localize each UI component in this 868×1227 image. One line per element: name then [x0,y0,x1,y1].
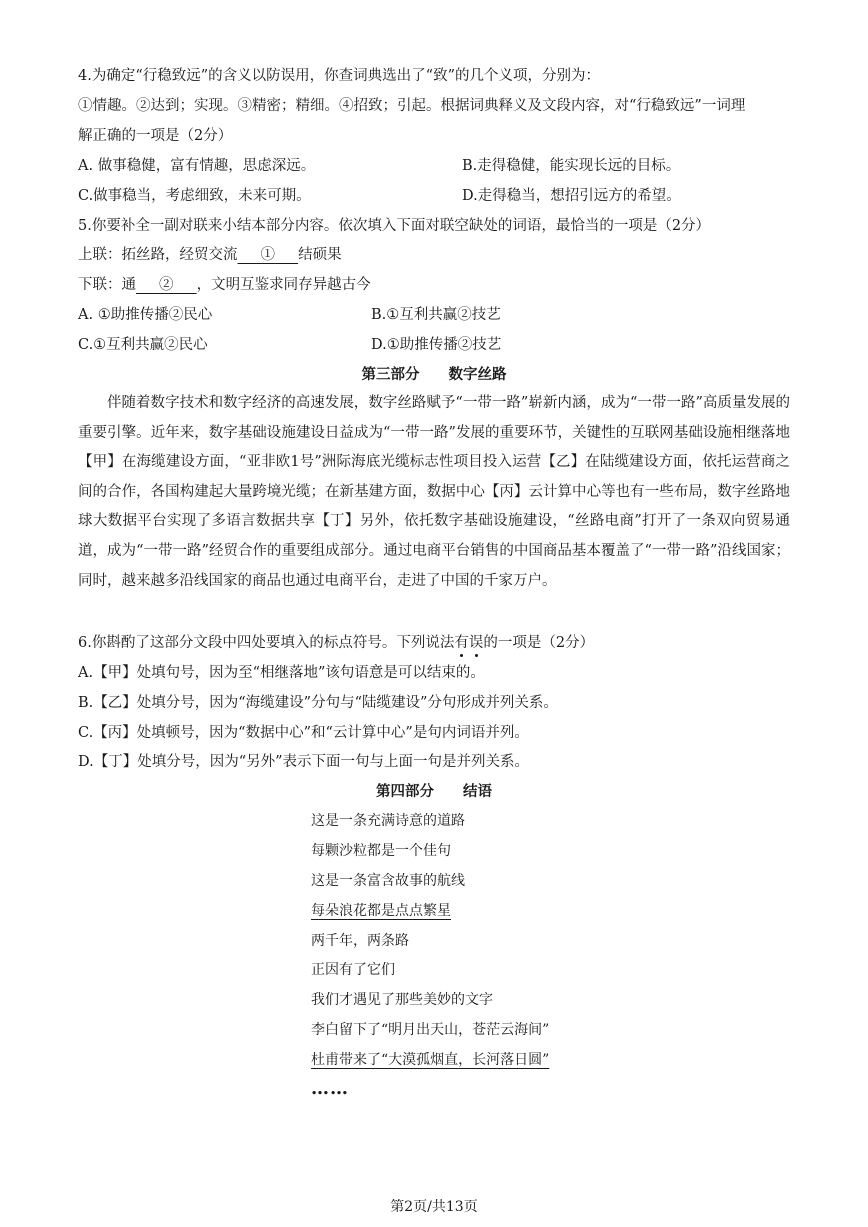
lower-couplet-prefix: 下联：通 [78,277,136,293]
q6-option-d: D.【丁】处填分号，因为“另外”表示下面一句与上面一句是并列关系。 [78,754,530,770]
emphasis-dot [460,654,463,657]
q5-option-c: C.①互利共赢②民心 [78,337,208,353]
upper-blank-mark: ① [260,247,276,263]
q5-option-b: B.①互利共赢②技艺 [371,307,501,323]
q4-options-row1 [78,156,681,176]
q5-lower-couplet [78,275,371,295]
lower-couplet-suffix: ，文明互鉴求同存异越古今 [196,277,371,293]
q5-options-row1 [78,305,501,325]
lower-blank-mark: ② [159,277,174,293]
q4-stem: 4.为确定“行稳致远”的含义以防误用，你查词典选出了“致”的几个义项，分别为： [78,68,600,84]
page-number: 第2页/共13页 [390,1199,478,1215]
poem-line: 这是一条充满诗意的道路 [311,813,465,829]
q6-stem-after: 的一项是（2分） [483,635,595,651]
q4-option-b: B.走得稳健，能实现长远的目标。 [462,158,681,174]
q5-option-d: D.①助推传播②技艺 [371,337,502,353]
poem-line: 李白留下了“明月出天山，苍茫云海间” [311,1022,550,1038]
q6-option-c: C.【丙】处填顿号，因为“数据中心”和“云计算中心”是句内词语并列。 [78,725,529,741]
poem-line: 每颗沙粒都是一个佳句 [311,843,451,859]
poem-line: 正因有了它们 [311,962,395,978]
q6-option-b: B.【乙】处填分号，因为“海缆建设”分句与“陆缆建设”分句形成并列关系。 [78,695,558,711]
part4-title: 第四部分 结语 [376,783,492,800]
q6-option-a: A.【甲】处填句号，因为至“相继落地”该句语意是可以结束的。 [78,665,485,681]
q6-stem [78,633,594,653]
q4-options-row2 [78,186,681,206]
q6-stem-emphasis [454,635,483,651]
q5-upper-couplet [78,245,342,265]
upper-couplet-suffix: 结硕果 [298,247,342,263]
q4-option-a: A. 做事稳健，富有情趣，思虑深远。 [78,158,316,174]
q5-option-a: A. ①助推传播②民心 [78,307,213,323]
q4-senses: ①情趣。②达到；实现。③精密；精细。④招致；引起。根据词典释义及文段内容，对“行稳致远”一词理 [78,98,746,114]
poem-line: 两千年，两条路 [311,933,409,949]
q6-stem-before: 6.你斟酌了这部分文段中四处要填入的标点符号。下列说法 [78,635,455,651]
poem-line: 我们才遇见了那些美妙的文字 [311,992,493,1008]
part3-paragraph: 伴随着数字技术和数字经济的高速发展，数字丝路赋予“一带一路”崭新内涵，成为“一带一路”高质量发展的重要引擎。近年来，数字基础设施建设日益成为“一带一路”发展的重要环节，关键性的互联网基础设施相继落地【甲】在海缆建设方面，“亚非欧1号”洲际海底光缆标志性项目投入运营【乙】在陆缆建设方面，依托运营商之间的合作，各国构建起大量跨境光缆；在新基建方面，数据中心【丙】云计算中心等也有一些布局，数字丝路地球大数据平台实现了多语言数据共享【丁】另外，依托数字基础设施建设，“丝路电商”打开了一条双向贸易通道，成为“一带一路”经贸合作的重要组成部分。通过电商平台销售的中国商品基本覆盖了“一带一路”沿线国家；同时，越来越多沿线国家的商品也通过电商平台，走进了中国的千家万户。 [78,395,790,589]
upper-couplet-prefix: 上联：拓丝路，经贸交流 [78,247,238,263]
part3-title: 第三部分 数字丝路 [361,366,507,383]
q5-stem: 5.你要补全一副对联来小结本部分内容。依次填入下面对联空缺处的词语，最恰当的一项是（2分） [78,218,711,234]
poem-line-underlined: 每朵浪花都是点点繁星 [311,903,451,919]
emphasis-dot [475,654,478,657]
lower-couplet-blank [136,277,197,293]
q4-option-d: D.走得稳当，想招引远方的希望。 [462,188,681,204]
q4-stem-end: 解正确的一项是（2分） [78,128,233,144]
poem-line-underlined: 杜甫带来了“大漠孤烟直，长河落日圆” [311,1052,550,1068]
poem-line: 这是一条富含故事的航线 [311,873,465,889]
q5-options-row2 [78,335,502,355]
upper-couplet-blank [238,247,299,263]
q6-emphasis-text: 有误 [454,635,484,651]
q4-option-c: C.做事稳当，考虑细致，未来可期。 [78,188,311,204]
poem-ellipsis: …… [311,1078,349,1099]
